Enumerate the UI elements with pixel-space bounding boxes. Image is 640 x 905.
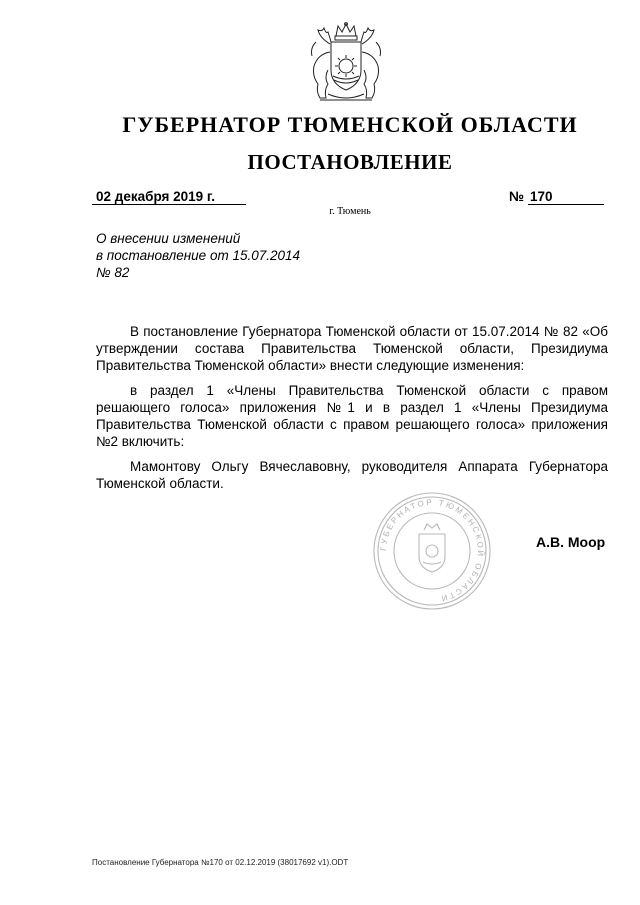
subject-line: в постановление от 15.07.2014 <box>96 248 301 263</box>
subject-line: О внесении изменений <box>96 231 241 246</box>
subject-line: № 82 <box>96 265 130 280</box>
document-number: 170 <box>530 189 553 204</box>
body-paragraph: в раздел 1 «Члены Правительства Тюменской области с правом решающего голоса» приложения №1 и в раздел 1 «Члены Президиума Правительства Тюменской области с правом решающего голоса» приложения №2 включить: <box>96 383 608 449</box>
document-body <box>96 323 608 500</box>
org-title: ГУБЕРНАТОР ТЮМЕНСКОЙ ОБЛАСТИ <box>122 112 578 137</box>
svg-text:ГУБЕРНАТОР ТЮМЕНСКОЙ ОБЛАСТИ <box>379 498 485 604</box>
body-paragraph: Мамонтову Ольгу Вячеславовну, руководителя Аппарата Губернатора Тюменской области. <box>96 459 608 491</box>
coat-of-arms-emblem <box>304 22 388 104</box>
document-type-title: ПОСТАНОВЛЕНИЕ <box>247 150 453 174</box>
city-label: г. Тюмень <box>329 206 371 217</box>
document-subject <box>96 230 300 281</box>
body-paragraph: В постановление Губернатора Тюменской области от 15.07.2014 № 82 «Об утверждении состава Правительства Тюменской области, Президиума Правительства Тюменской области» внести следующие изменения: <box>96 324 608 373</box>
number-underline <box>528 204 604 205</box>
number-sign: № <box>509 189 525 204</box>
seal-text: ГУБЕРНАТОР ТЮМЕНСКОЙ ОБЛАСТИ <box>378 497 486 604</box>
official-seal-stamp <box>371 490 493 612</box>
footer-file-reference: Постановление Губернатора №170 от 02.12.2019 (38017692 v1).ODT <box>92 858 349 867</box>
signer-name: А.В. Моор <box>536 534 606 550</box>
date-underline <box>92 204 246 205</box>
document-date: 02 декабря 2019 г. <box>96 189 215 204</box>
